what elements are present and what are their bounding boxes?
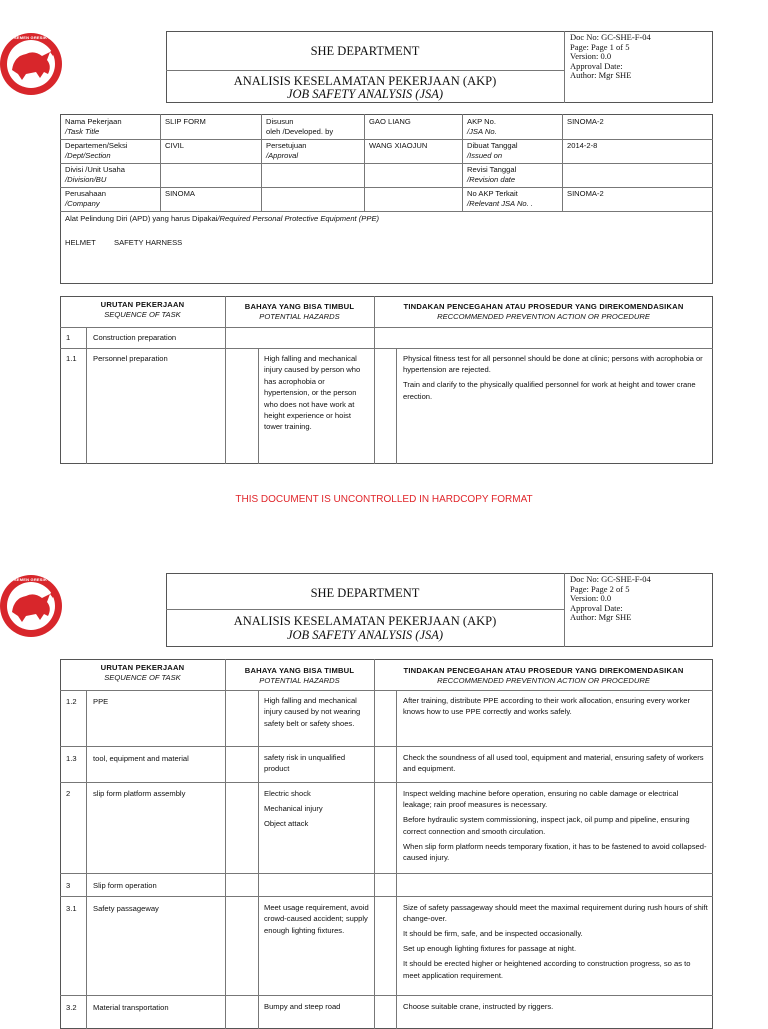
info-label-division: Divisi /Unit Usaha /Division/BU (65, 165, 125, 184)
info-value-jsa-no: SINOMA-2 (567, 117, 604, 126)
company-logo (0, 32, 62, 96)
info-value-approval: WANG XIAOJUN (369, 141, 428, 150)
row-hazard: Meet usage requirement, avoid crowd-caused accident; supply enough lighting fixtures. (264, 903, 369, 935)
department-title: SHE DEPARTMENT (310, 44, 420, 58)
info-value-developed: GAO LIANG (369, 117, 411, 126)
row-number: 1 (66, 333, 71, 342)
info-label-dept: Departemen/Seksi /Dept/Section (65, 141, 128, 160)
row-actions: Choose suitable crane, instructed by riggers. (403, 1002, 554, 1011)
info-value-dept: CIVIL (165, 141, 184, 150)
company-logo (0, 574, 62, 638)
info-label-relevant-jsa: No AKP Terkait /Relevant JSA No. . (467, 189, 533, 208)
col-header-actions: TINDAKAN PENCEGAHAN ATAU PROSEDUR YANG DIREKOMENDASIKAN RECCOMMENDED PREVENTION ACTION OR PROCEDURE (403, 666, 684, 685)
form-title-id: ANALISIS KESELAMATAN PEKERJAAN (AKP) (233, 74, 497, 88)
info-value-issued: 2014-2-8 (567, 141, 598, 150)
row-task: Construction preparation (93, 333, 177, 342)
row-hazard: Bumpy and steep road (264, 1002, 341, 1011)
info-label-developed: Disusun oleh /Developed. by (266, 117, 334, 136)
info-label-company: Perusahaan /Company (65, 189, 106, 208)
row-number: 2 (66, 789, 71, 798)
row-actions: Size of safety passageway should meet the maximal requirement during rush hours of shift change-over. It should be firm, safe, and be inspected occasionally. Set up enough lighting fixtures for passage at night. It should be erected higher or heightened according to construction progress, so as to meet application requirement. (403, 903, 708, 980)
form-title-en: JOB SAFETY ANALYSIS (JSA) (286, 87, 444, 101)
row-actions: Physical fitness test for all personnel should be done at clinic; persons with acrophobia or hypertension are rejected. Train and clarify to the physically qualified personnel for work at height and tower crane erection. (403, 354, 703, 401)
page-number: Page: Page 2 of 5 (570, 583, 630, 594)
info-label-issued: Dibuat Tanggal /Issued on (467, 141, 518, 160)
version: Version: 0.0 (570, 51, 612, 61)
col-header-sequence: URUTAN PEKERJAAN SEQUENCE OF TASK (100, 663, 185, 682)
logo-text: SEMEN GRESIK PUTIH (14, 577, 62, 582)
row-actions: After training, distribute PPE according to their work allocation, ensuring every worker knows how to use PPE correctly and works safely. (403, 696, 691, 717)
row-hazard: High falling and mechanical injury caused by person who has acrophobia or hypertension, or the person who does not have work at height experience or hoist tower training. (264, 354, 361, 432)
info-value-company: SINOMA (165, 189, 195, 198)
row-hazard: Electric shock Mechanical injury Object attack (264, 789, 323, 828)
approval-date: Approval Date: (570, 60, 623, 71)
row-number: 1.2 (66, 697, 77, 706)
row-task: Personnel preparation (93, 354, 168, 363)
form-title-en: JOB SAFETY ANALYSIS (JSA) (286, 628, 444, 642)
author: Author: Mgr SHE (570, 612, 632, 622)
row-number: 3.1 (66, 904, 77, 913)
row-task: Safety passageway (93, 904, 159, 913)
department-title: SHE DEPARTMENT (310, 586, 420, 600)
row-task: PPE (93, 697, 109, 706)
row-task: Slip form operation (93, 881, 157, 890)
col-header-sequence: URUTAN PEKERJAAN SEQUENCE OF TASK (100, 300, 185, 319)
info-label-approval: Persetujuan /Approval (266, 141, 307, 160)
form-title-id: ANALISIS KESELAMATAN PEKERJAAN (AKP) (233, 614, 497, 628)
logo-text: SEMEN GRESIK PUTIH (14, 35, 62, 40)
row-number: 3 (66, 881, 71, 890)
approval-date: Approval Date: (570, 602, 623, 613)
row-task: Material transportation (93, 1003, 169, 1012)
row-hazard: High falling and mechanical injury caused by not wearing safety belt or safety shoes. (264, 696, 361, 728)
row-actions: Inspect welding machine before operation, ensuring no cable damage or electrical leakage; rain proof measures is necessary. Before hydraulic system commissioning, inspect jack, oil pump and pipeline, ensuring correct connection and smooth circulation. When slip form platform needs temporary fixation, it has to be fastened to avoid collapsed-caused injury. (403, 789, 707, 863)
doc-number: Doc No: GC-SHE-F-04 (570, 32, 651, 42)
doc-info (570, 575, 651, 623)
col-header-hazards: BAHAYA YANG BISA TIMBUL POTENTIAL HAZARDS (244, 666, 355, 685)
ppe-item-helmet: HELMET (65, 238, 96, 247)
col-header-hazards: BAHAYA YANG BISA TIMBUL POTENTIAL HAZARDS (244, 302, 355, 321)
row-number: 3.2 (66, 1003, 77, 1012)
rhino-logo-icon (0, 574, 62, 638)
info-value-task: SLIP FORM (165, 117, 206, 126)
info-label-task: Nama Pekerjaan /Task Title (65, 117, 122, 136)
info-label-jsa-no: AKP No. /JSA No. (467, 117, 497, 136)
row-task: tool, equipment and material (93, 754, 189, 763)
doc-number: Doc No: GC-SHE-F-04 (570, 574, 651, 584)
row-actions: Check the soundness of all used tool, equipment and material, ensuring safety of workers and equipment. (403, 753, 704, 774)
ppe-label: Alat Pelindung Diri (APD) yang harus Dipakai/Required Personal Protective Equipment (PPE) (65, 214, 380, 223)
row-number: 1.3 (66, 754, 77, 763)
info-label-revision: Revisi Tanggal /Revision date (467, 165, 517, 184)
uncontrolled-notice: THIS DOCUMENT IS UNCONTROLLED IN HARDCOPY FORMAT (235, 494, 533, 505)
page-number: Page: Page 1 of 5 (570, 41, 630, 52)
rhino-logo-icon (0, 32, 62, 96)
version: Version: 0.0 (570, 593, 612, 603)
author: Author: Mgr SHE (570, 70, 632, 80)
doc-info (570, 33, 651, 81)
col-header-actions: TINDAKAN PENCEGAHAN ATAU PROSEDUR YANG DIREKOMENDASIKAN RECCOMMENDED PREVENTION ACTION OR PROCEDURE (403, 302, 684, 321)
info-value-relevant-jsa: SINOMA-2 (567, 189, 604, 198)
row-hazard: safety risk in unqualified product (264, 753, 346, 774)
ppe-item-harness: SAFETY HARNESS (114, 238, 183, 247)
row-task: slip form platform assembly (93, 789, 186, 798)
row-number: 1.1 (66, 354, 77, 363)
